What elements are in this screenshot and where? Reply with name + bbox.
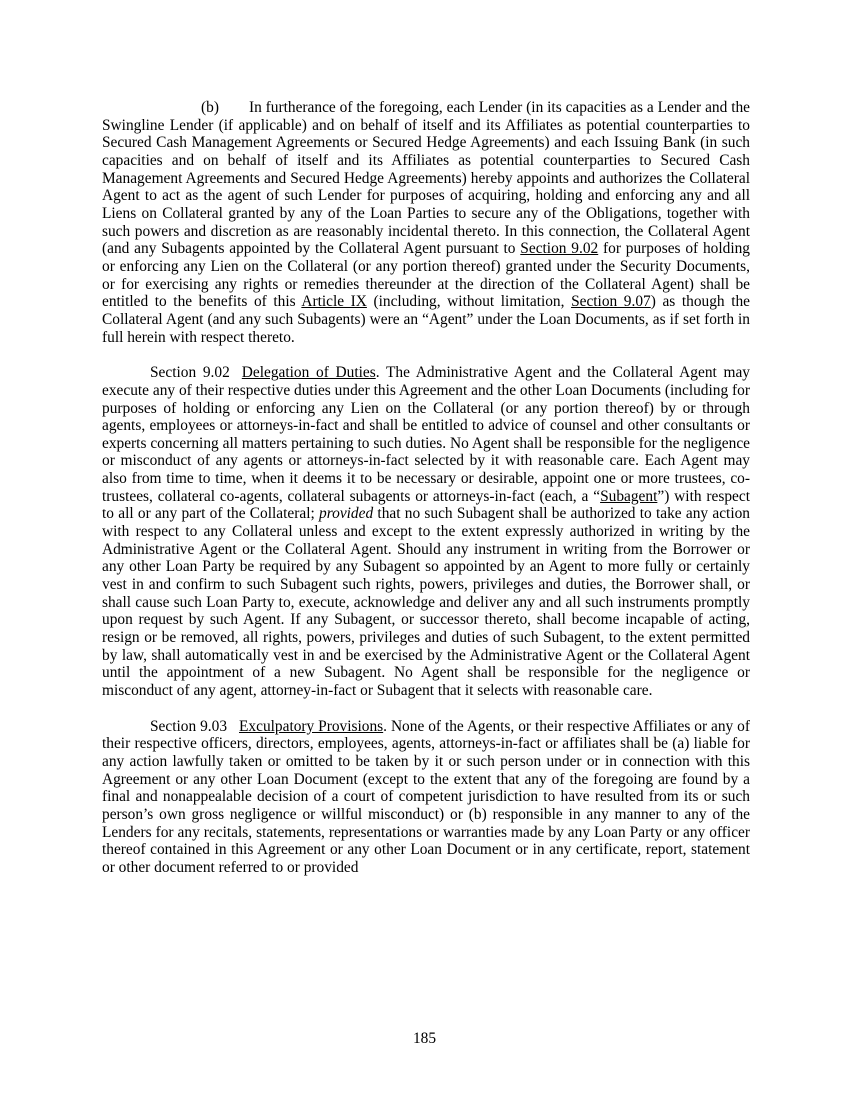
paragraph-b-text-4: ) as though the Collateral Agent (and any such Subagents) were an “Agent” under the Loan Documents, as if set forth in full herein with respect thereto.: [102, 293, 750, 346]
article-ix-reference: Article IX: [301, 293, 367, 311]
page-number: 185: [412, 1030, 437, 1047]
section-9-03: [102, 718, 750, 877]
section-9-02-number: Section 9.02: [150, 364, 230, 382]
paragraph-b-text-2: for purposes of holding or enforcing any Lien on the Collateral (or any portion thereof) granted under the Security Documents, or for exercising any rights or remedies thereunder at the direction of the Collateral Agent) shall be entitled to the benefits of this: [102, 240, 750, 311]
paragraph-b-text-3: (including, without limitation,: [366, 293, 572, 311]
paragraph-b-label: (b): [201, 99, 219, 116]
section-9-02-text-2: ”) with respect to all or any part of the Collateral;: [102, 487, 751, 523]
section-9-03-heading: Exculpatory Provisions: [239, 717, 384, 735]
section-9-02-heading: Delegation of Duties: [241, 364, 376, 382]
section-9-07-reference: Section 9.07: [571, 293, 651, 311]
section-9-02-text-3: that no such Subagent shall be authorized to take any action with respect to any Collateral unless and except to the extent expressly authorized in writing by the Administrative Agent or the Collateral Agent. Should any instrument in writing from the Borrower or any other Loan Party be required by any Subagent so appointed by an Agent to more fully or certainly vest in and confirm to such Subagent such rights, powers, privileges and duties, the Borrower shall, or shall cause such Loan Party to, execute, acknowledge and deliver any and all such instruments promptly upon request by such Agent. If any Subagent, or successor thereto, shall become incapable of acting, resign or be removed, all rights, powers, privileges and duties of such Subagent, to the extent permitted by law, shall automatically vest in and be exercised by the Administrative Agent or the Collateral Agent until the appointment of a new Subagent. No Agent shall be responsible for the negligence or misconduct of any agent, attorney-in-fact or Subagent that it selects with reasonable care.: [102, 505, 750, 699]
section-9-02: [102, 364, 750, 699]
section-9-02-reference: Section 9.02: [520, 240, 599, 258]
section-9-03-number: Section 9.03: [150, 717, 228, 735]
subagent-defined-term: Subagent: [600, 487, 658, 505]
paragraph-b: [102, 99, 750, 346]
section-9-02-text: . The Administrative Agent and the Collateral Agent may execute any of their respective duties under this Agreement and the other Loan Documents (including for purposes of holding or enforcing any Lien on the Collateral (or any portion thereof) by or through agents, employees or attorneys-in-fact and shall be entitled to advice of counsel and other consultants or experts concerning all matters pertaining to such duties. No Agent shall be responsible for the negligence or misconduct of any agents or attorneys-in-fact selected by it with reasonable care. Each Agent may also from time to time, when it deems it to be necessary or desirable, appoint one or more trustees, co-trustees, collateral co-agents, collateral subagents or attorneys-in-fact (each, a “: [102, 364, 750, 505]
section-9-03-text: . None of the Agents, or their respective Affiliates or any of their respective officers, directors, employees, agents, attorneys-in-fact or affiliates shall be (a) liable for any action lawfully taken or omitted to be taken by it or such person under or in connection with this Agreement or any other Loan Document (except to the extent that any of the foregoing are found by a final and nonappealable decision of a court of competent jurisdiction to have resulted from its or such person’s own gross negligence or willful misconduct) or (b) responsible in any manner to any of the Lenders for any recitals, statements, representations or warranties made by any Loan Party or any officer thereof contained in this Agreement or any other Loan Document or in any certificate, report, statement or other document referred to or provided: [102, 717, 750, 876]
proviso-term: provided: [319, 505, 374, 523]
document-page: [102, 99, 750, 895]
paragraph-b-text: In furtherance of the foregoing, each Lender (in its capacities as a Lender and the Swingline Lender (if applicable) and on behalf of itself and its Affiliates as potential counterparties to Secured Cash Management Agreements or Secured Hedge Agreements) and each Issuing Bank (in such capacities and on behalf of itself and its Affiliates as potential counterparties to Secured Cash Management Agreements and Secured Hedge Agreements) hereby appoints and authorizes the Collateral Agent to act as the agent of such Lender for purposes of acquiring, holding and enforcing any and all Liens on Collateral granted by any of the Loan Parties to secure any of the Obligations, together with such powers and discretion as are reasonably incidental thereto. In this connection, the Collateral Agent (and any Subagents appointed by the Collateral Agent pursuant to: [102, 99, 750, 258]
